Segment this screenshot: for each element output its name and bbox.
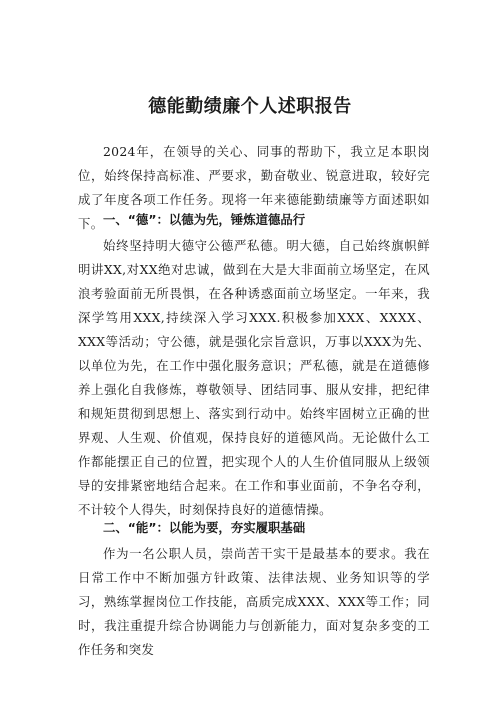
intro-paragraph: 2024年，在领导的关心、同事的帮助下，我立足本职岗位，始终保持高标准、严要求，勤奋敬业、锐意进取，较好完成了年度各项工作任务。现将一年来德能勤绩廉等方面述职如下。 (78, 144, 430, 231)
document-title: 德能勤绩廉个人述职报告 (148, 96, 352, 117)
section-paragraph-de: 始终坚持明大德守公德严私德。明大德，自己始终旗帜鲜明讲XX,对XX绝对忠诚，做到在大是大非面前立场坚定，在风浪考验面前无所畏惧，在各种诱惑面前立场坚定。一年来，我深学笃用XXX,持续深入学习XXX.积极参加XXX、XXXX、XXX等活动；守公德，就是强化宗旨意识，万事以XXX为先、以单位为先，在工作中强化服务意识；严私德，就是在道德修养上强化自我修炼，尊敬领导、团结同事、服从安排，把纪律和规矩贯彻到思想上、落实到行动中。始终牢固树立正确的世界观、人生观、价值观，保持良好的道德风尚。无论做什么工作都能摆正自己的位置，把实现个人的人生价值同服从上级领导的安排紧密地结合起来。在工作和事业面前，不争名夺利，不计较个人得失，时刻保持良好的道德情操。 (78, 238, 430, 517)
section-heading-neng: 二、“能”：以能为要，夯实履职基础 (103, 520, 306, 535)
section-heading-de: 一、“德”：以德为先，锤炼道德品行 (103, 212, 306, 227)
section-paragraph-neng: 作为一名公职人员，崇尚苦干实干是最基本的要求。我在日常工作中不断加强方针政策、法律法规、业务知识等的学习，熟练掌握岗位工作技能，高质完成XXX、XXX等工作；同时，我注重提升综合协调能力与创新能力，面对复杂多变的工作任务和突发 (78, 546, 430, 657)
